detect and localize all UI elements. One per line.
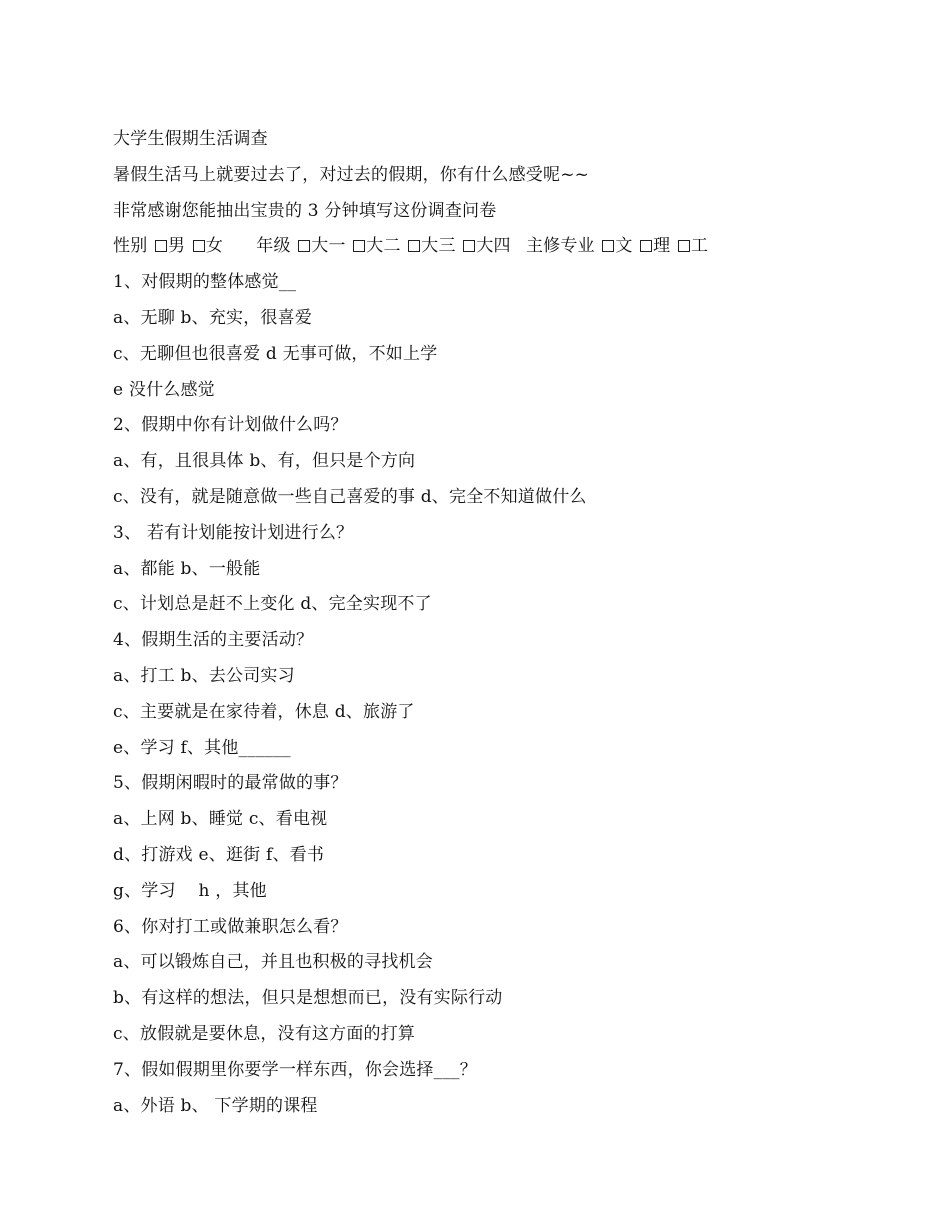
question-5-option-line: a、上网 b、睡觉 c、看电视 (113, 809, 328, 830)
checkbox-icon[interactable] (193, 240, 205, 252)
checkbox-icon[interactable] (155, 240, 167, 252)
major-option-science: 理 (653, 236, 671, 257)
checkbox-icon[interactable] (408, 240, 420, 252)
checkbox-icon[interactable] (298, 240, 310, 252)
question-6-option-line: b、有这样的想法，但只是想想而已，没有实际行动 (113, 988, 503, 1009)
question-5: 5、假期闲暇时的最常做的事？ (113, 773, 348, 794)
question-6-option-line: a、可以锻炼自己，并且也积极的寻找机会 (113, 952, 433, 973)
question-3: 3、 若有计划能按计划进行么？ (113, 522, 354, 543)
gender-option-male: 男 (168, 236, 186, 257)
profile-row (113, 232, 873, 268)
question-2-option-line: c、没有，就是随意做一些自己喜爱的事 d、完全不知道做什么 (113, 486, 587, 507)
question-5-option-line: g、学习 h ，其他 (113, 880, 267, 901)
survey-content (113, 125, 873, 1127)
question-1: 1、对假期的整体感觉__ (113, 272, 297, 293)
checkbox-icon[interactable] (463, 240, 475, 252)
survey-thanks: 非常感谢您能抽出宝贵的 3 分钟填写这份调查问卷 (113, 200, 497, 221)
major-option-arts: 文 (615, 236, 633, 257)
question-4: 4、假期生活的主要活动？ (113, 630, 314, 651)
question-2: 2、假期中你有计划做什么吗？ (113, 415, 348, 436)
gender-option-female: 女 (205, 236, 224, 257)
question-1-option-line: e 没什么感觉 (113, 379, 215, 400)
question-5-option-line: d、打游戏 e、逛街 f、看书 (113, 844, 325, 865)
checkbox-icon[interactable] (678, 240, 690, 252)
survey-intro: 暑假生活马上就要过去了，对过去的假期，你有什么感受呢~~ (113, 164, 590, 185)
major-label: 主修专业 (525, 236, 595, 257)
question-7: 7、假如假期里你要学一样东西，你会选择___？ (113, 1059, 477, 1080)
question-6-option-line: c、放假就是要休息，没有这方面的打算 (113, 1023, 416, 1044)
grade-option-1: 大一 (311, 236, 346, 257)
grade-option-2: 大二 (366, 236, 401, 257)
checkbox-icon[interactable] (602, 240, 614, 252)
question-4-option-line: e、学习 f、其他______ (113, 737, 291, 758)
checkbox-icon[interactable] (353, 240, 365, 252)
gender-label: 性别 (113, 236, 148, 257)
survey-title: 大学生假期生活调查 (113, 129, 268, 149)
question-1-option-line: c、无聊但也很喜爱 d 无事可做，不如上学 (113, 343, 438, 364)
grade-option-3: 大三 (421, 236, 456, 257)
question-6: 6、你对打工或做兼职怎么看？ (113, 916, 348, 937)
grade-label: 年级 (256, 236, 291, 257)
question-2-option-line: a、有，且很具体 b、有，但只是个方向 (113, 451, 416, 472)
major-option-engineering: 工 (690, 236, 709, 257)
question-3-option-line: a、都能 b、一般能 (113, 558, 261, 579)
question-1-option-line: a、无聊 b、充实，很喜爱 (113, 307, 313, 328)
question-4-option-line: a、打工 b、去公司实习 (113, 665, 295, 686)
grade-option-4: 大四 (476, 236, 511, 257)
question-4-option-line: c、主要就是在家待着，休息 d、旅游了 (113, 701, 415, 722)
question-7-option-line: a、外语 b、 下学期的课程 (113, 1095, 318, 1116)
question-3-option-line: c、计划总是赶不上变化 d、完全实现不了 (113, 594, 432, 615)
checkbox-icon[interactable] (640, 240, 652, 252)
